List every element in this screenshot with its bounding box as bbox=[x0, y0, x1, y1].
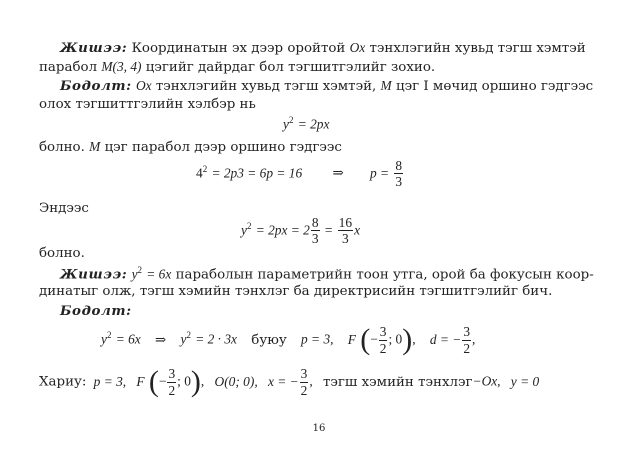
equation-p: $4^2 = 2p3 = 6p = 16$ ⇒ p = $\frac{8}{3}$ bbox=[196, 158, 403, 190]
fraction: $\frac{3}{2}$ bbox=[379, 324, 387, 356]
solution1-line1: Бодолт: Ox тэнхлэгийн хувьд тэгш хэмтэй, M цэг I мөчид оршино гэдгээс bbox=[60, 78, 594, 94]
example1-line1: Жишээ: Координатын эх дээр оройтой Ox тэнхлэгийн хувьд тэгш хэмтэй bbox=[60, 40, 586, 56]
formula-parabola: $y^2 = 2px$ bbox=[283, 115, 330, 132]
final-equation: $y^2 = 2px = 2$ $\frac{8}{3}$ = $\frac{16}{3}$ x bbox=[241, 215, 361, 247]
example2-line2: динатыг олж, тэгш хэмийн тэнхлэг ба директрисийн тэгшитгэлийг бич. bbox=[39, 284, 553, 299]
solution1-line2: олох тэгшиттгэлийн хэлбэр нь bbox=[39, 97, 256, 112]
fraction: $\frac{8}{3}$ bbox=[395, 158, 403, 190]
solution1-line4: Эндээс bbox=[39, 201, 89, 216]
example1-line2: парабол M(3, 4) цэгийг дайрдаг бол тэгшитгэлийг зохио. bbox=[39, 59, 436, 75]
answer-label: Хариу: bbox=[39, 374, 87, 390]
fraction: $\frac{3}{2}$ bbox=[463, 324, 471, 356]
solution1-line5: болно. bbox=[39, 246, 85, 261]
page-number: 16 bbox=[312, 423, 326, 434]
solution-label: Бодолт: bbox=[60, 303, 132, 319]
solution2-label-line bbox=[60, 303, 638, 319]
fraction: $\frac{16}{3}$ bbox=[338, 215, 353, 247]
solution1-line3: болно. M цэг парабол дээр оршино гэдгээс bbox=[39, 139, 342, 155]
fraction: $\frac{3}{2}$ bbox=[300, 366, 308, 398]
solution2-equation: $y^2 = 6x$ ⇒ $y^2 = 2 \cdot 3x$ буюу p = 3, F (− $\frac{3}{2}$ ; 0), d = − $\frac{3}{2}$ , bbox=[101, 323, 476, 356]
fraction: $\frac{3}{2}$ bbox=[168, 366, 176, 398]
solution-label: Бодолт: bbox=[60, 78, 132, 94]
point-m: M(3, 4) bbox=[101, 59, 142, 74]
answer-line: Хариу: p = 3, F (− $\frac{3}{2}$ ; 0), O(0; 0), x = − $\frac{3}{2}$ , тэгш хэмийн тэнхлэг−Ox, y = 0 bbox=[39, 365, 540, 398]
example2-line1: Жишээ: $y^2 = 6x$ параболын параметрийн тоон утга, орой ба фокусын коор- bbox=[60, 265, 594, 283]
fraction: $\frac{8}{3}$ bbox=[311, 215, 319, 247]
example-label: Жишээ: bbox=[60, 40, 128, 56]
example-label: Жишээ: bbox=[60, 266, 128, 283]
